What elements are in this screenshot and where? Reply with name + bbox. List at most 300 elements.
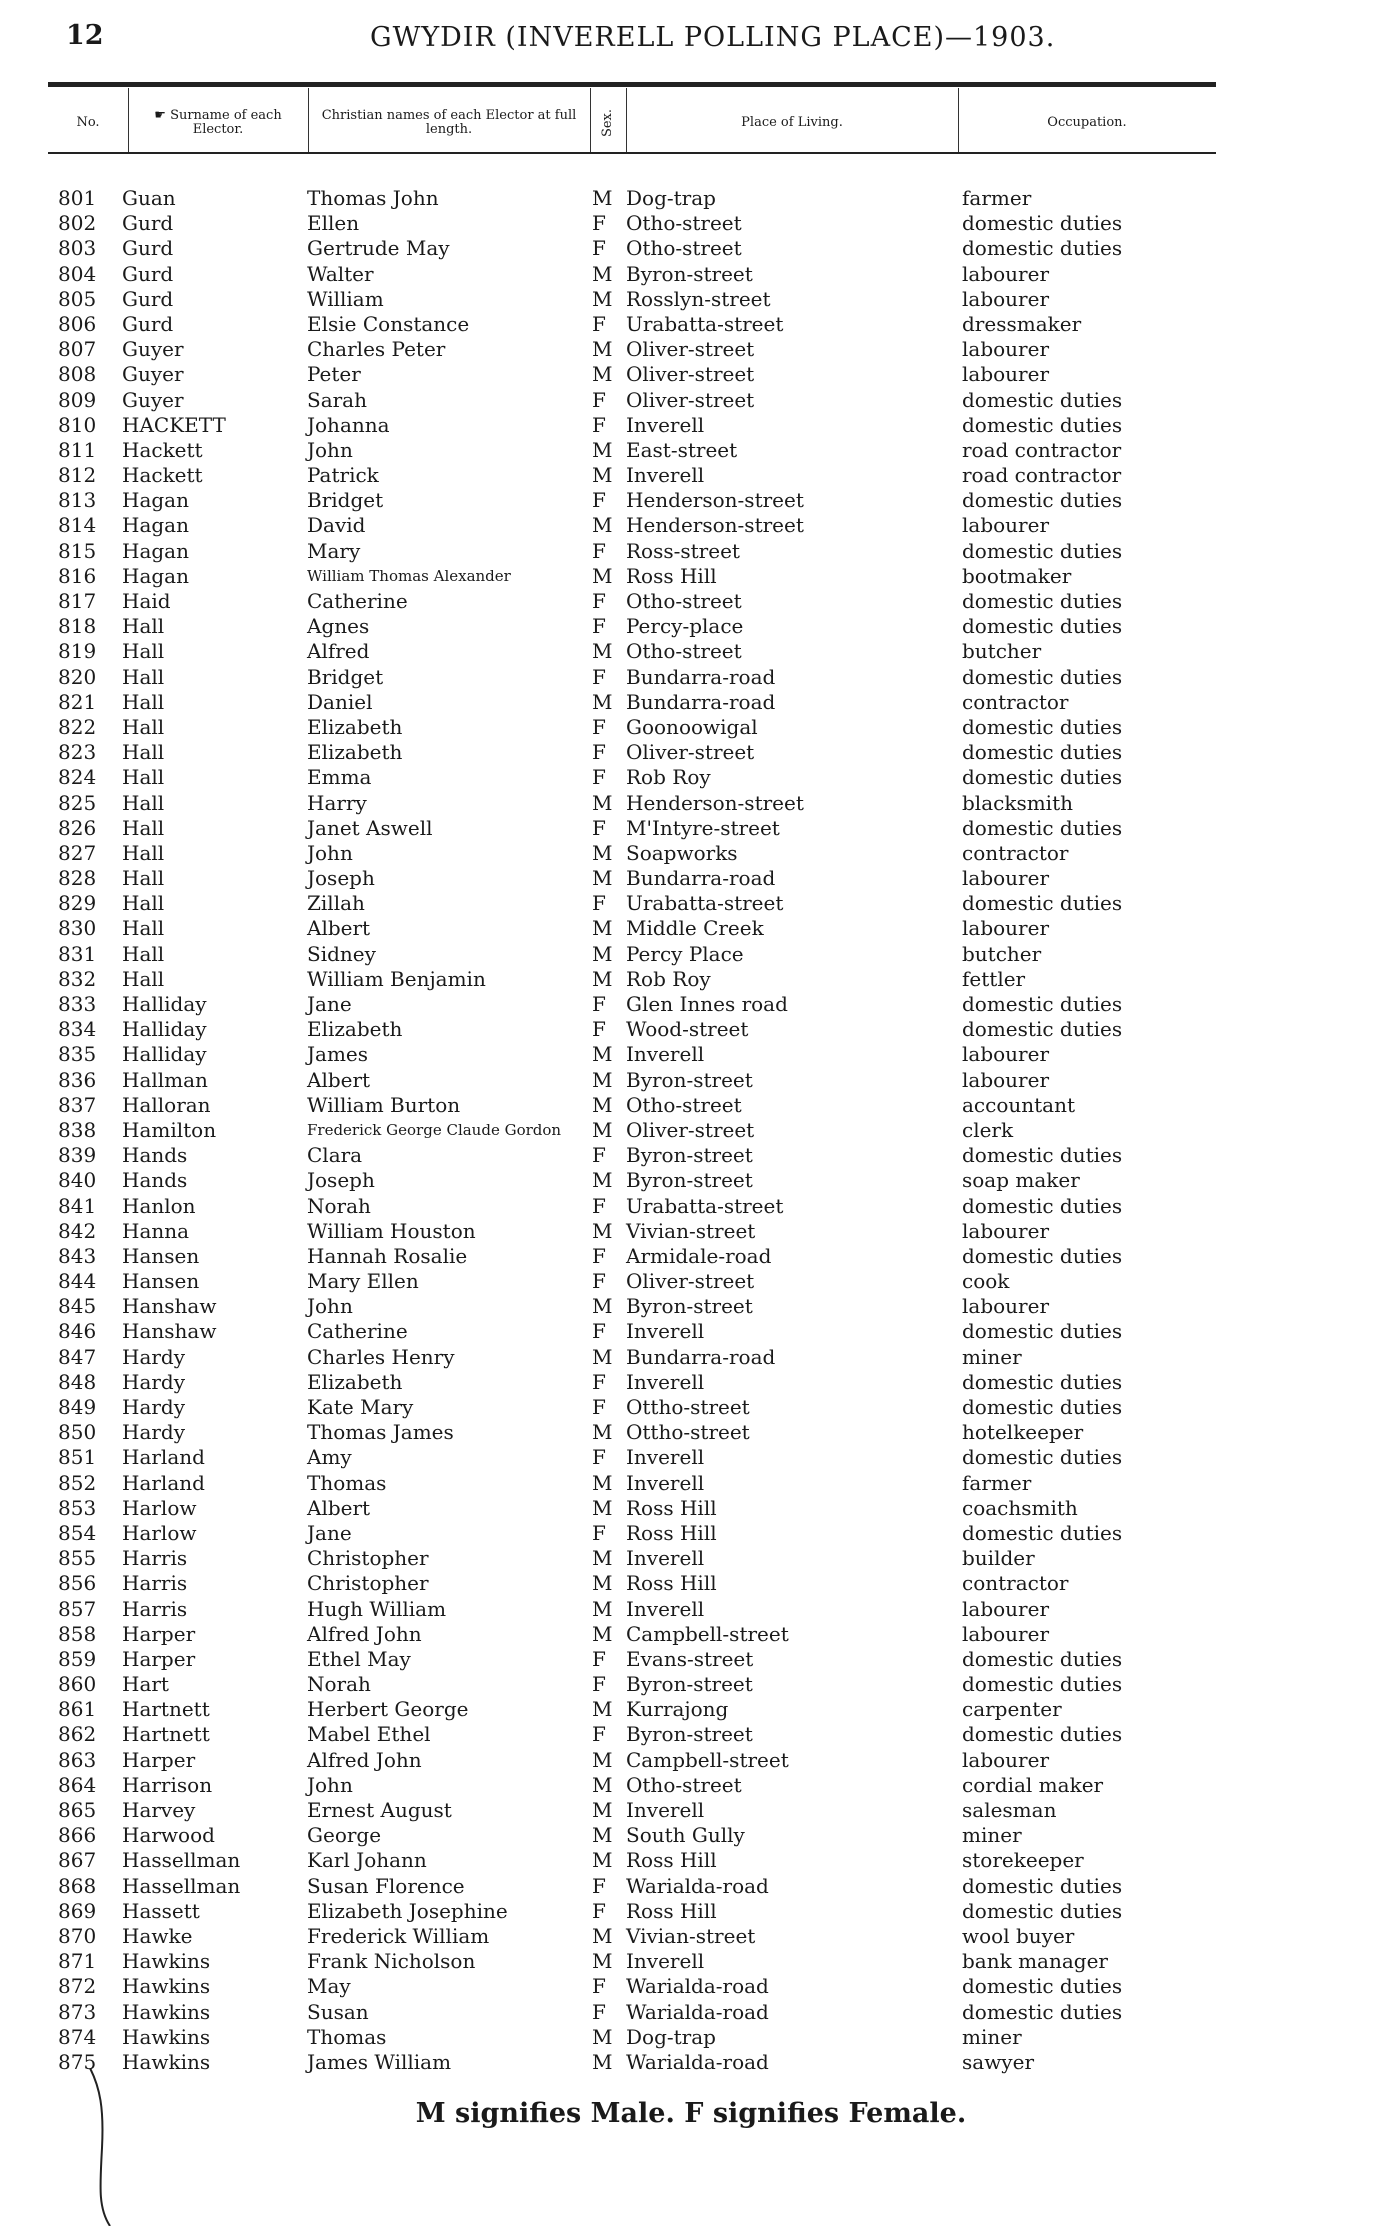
elector-number: 849	[58, 1395, 97, 1419]
elector-place: Inverell	[626, 1949, 705, 1974]
elector-sex: F	[592, 211, 606, 236]
elector-number: 824	[58, 765, 97, 790]
elector-surname: Hall	[122, 765, 165, 790]
table-row	[0, 765, 1382, 790]
elector-number: 844	[58, 1269, 97, 1294]
elector-occupation: bootmaker	[962, 563, 1072, 588]
elector-christian-names: Charles Henry	[307, 1344, 455, 1369]
elector-number: 811	[58, 437, 97, 462]
elector-occupation: miner	[962, 2024, 1022, 2049]
elector-surname: Harris	[122, 1546, 188, 1571]
elector-sex: M	[592, 866, 613, 891]
elector-surname: Hagan	[122, 513, 189, 538]
elector-christian-names: Joseph	[307, 866, 375, 891]
elector-occupation: domestic duties	[962, 1319, 1123, 1344]
elector-number: 804	[58, 261, 97, 286]
elector-number: 851	[58, 1445, 97, 1470]
elector-surname: Halliday	[122, 1042, 207, 1067]
elector-occupation: labourer	[962, 362, 1050, 387]
elector-number: 856	[58, 1571, 97, 1596]
page-number: 12	[66, 20, 104, 51]
elector-place: Percy Place	[626, 941, 744, 966]
table-row	[0, 1974, 1382, 1999]
elector-christian-names: Susan Florence	[307, 1873, 465, 1898]
elector-number: 821	[58, 689, 97, 714]
elector-christian-names: Kate Mary	[307, 1395, 414, 1419]
elector-place: Byron-street	[626, 1143, 753, 1168]
elector-sex: M	[592, 2049, 613, 2074]
elector-sex: M	[592, 1697, 613, 1722]
elector-number: 866	[58, 1823, 97, 1848]
elector-place: Urabatta-street	[626, 1193, 784, 1218]
elector-sex: M	[592, 463, 613, 488]
elector-surname: Hackett	[122, 463, 203, 488]
elector-place: Otho-street	[626, 589, 742, 613]
elector-occupation: labourer	[962, 1067, 1050, 1092]
elector-number: 869	[58, 1898, 97, 1923]
table-row	[0, 337, 1382, 362]
elector-occupation: domestic duties	[962, 236, 1123, 261]
elector-occupation: domestic duties	[962, 1243, 1123, 1268]
elector-place: Goonoowigal	[626, 714, 758, 739]
elector-sex: F	[592, 236, 606, 261]
elector-christian-names: James	[307, 1042, 369, 1067]
elector-occupation: cook	[962, 1269, 1010, 1294]
elector-surname: Hall	[122, 740, 165, 765]
elector-place: Byron-street	[626, 1168, 753, 1193]
elector-number: 862	[58, 1722, 97, 1747]
elector-number: 809	[58, 387, 97, 412]
table-row	[0, 388, 1382, 413]
elector-sex: M	[592, 1798, 613, 1822]
elector-occupation: domestic duties	[962, 614, 1123, 639]
elector-surname: Harland	[122, 1445, 205, 1470]
elector-sex: F	[592, 488, 606, 513]
elector-christian-names: Daniel	[307, 689, 373, 714]
table-row	[0, 589, 1382, 614]
elector-place: Henderson-street	[626, 513, 804, 538]
elector-surname: Hardy	[122, 1395, 186, 1419]
elector-sex: F	[592, 664, 606, 689]
elector-christian-names: Karl Johann	[307, 1848, 427, 1873]
elector-sex: F	[592, 1319, 606, 1344]
elector-place: Percy-place	[626, 614, 744, 639]
elector-number: 820	[58, 664, 97, 689]
elector-christian-names: Ellen	[307, 211, 360, 236]
elector-place: Rob Roy	[626, 966, 711, 991]
table-row	[0, 1068, 1382, 1093]
elector-surname: Gurd	[122, 311, 174, 336]
elector-place: Campbell-street	[626, 1621, 789, 1646]
elector-christian-names: William Houston	[307, 1218, 476, 1243]
elector-surname: Guyer	[122, 362, 184, 387]
elector-place: Ross Hill	[626, 1495, 717, 1520]
table-row	[0, 816, 1382, 841]
elector-sex: M	[592, 513, 613, 538]
elector-occupation: labourer	[962, 1621, 1050, 1646]
elector-christian-names: May	[307, 1974, 351, 1999]
elector-sex: M	[592, 916, 613, 941]
elector-occupation: labourer	[962, 1747, 1050, 1772]
elector-christian-names: Elizabeth	[307, 1017, 403, 1042]
elector-place: Otho-street	[626, 1772, 742, 1797]
header-rule-top	[48, 82, 1216, 87]
elector-sex: M	[592, 1218, 613, 1243]
elector-christian-names: John	[307, 1294, 353, 1319]
elector-sex: F	[592, 1269, 606, 1294]
elector-christian-names: George	[307, 1823, 382, 1848]
elector-surname: Guyer	[122, 337, 184, 362]
elector-sex: F	[592, 1445, 606, 1470]
elector-sex: F	[592, 992, 606, 1016]
elector-occupation: labourer	[962, 261, 1050, 286]
elector-number: 863	[58, 1747, 97, 1772]
elector-place: Vivian-street	[626, 1218, 756, 1243]
elector-sex: M	[592, 1495, 613, 1520]
elector-occupation: domestic duties	[962, 714, 1123, 739]
elector-sex: M	[592, 1949, 613, 1974]
table-row	[0, 639, 1382, 664]
elector-number: 859	[58, 1646, 97, 1671]
elector-place: Bundarra-road	[626, 1344, 776, 1369]
elector-occupation: butcher	[962, 639, 1042, 664]
elector-number: 867	[58, 1848, 97, 1873]
elector-surname: Hall	[122, 614, 165, 639]
elector-occupation: domestic duties	[962, 740, 1123, 765]
elector-christian-names: David	[307, 513, 366, 538]
elector-occupation: sawyer	[962, 2049, 1035, 2074]
elector-christian-names: Frank Nicholson	[307, 1949, 476, 1974]
table-row	[0, 1093, 1382, 1118]
table-row	[0, 1722, 1382, 1747]
elector-christian-names: Christopher	[307, 1571, 429, 1596]
table-row	[0, 1597, 1382, 1622]
elector-occupation: cordial maker	[962, 1772, 1104, 1797]
table-row	[0, 1017, 1382, 1042]
table-row	[0, 1848, 1382, 1873]
table-row	[0, 690, 1382, 715]
table-row	[0, 413, 1382, 438]
elector-surname: Hartnett	[122, 1697, 210, 1722]
table-row	[0, 1748, 1382, 1773]
elector-christian-names: Emma	[307, 765, 372, 790]
elector-place: Inverell	[626, 1596, 705, 1621]
elector-sex: F	[592, 1672, 606, 1697]
table-row	[0, 1395, 1382, 1420]
elector-number: 815	[58, 538, 97, 563]
table-row	[0, 1194, 1382, 1219]
table-row	[0, 2025, 1382, 2050]
footer-note: M signifies Male. F signifies Female.	[415, 2098, 967, 2129]
elector-number: 873	[58, 1999, 97, 2024]
elector-number: 825	[58, 790, 97, 815]
elector-christian-names: Albert	[307, 916, 371, 941]
table-row	[0, 1319, 1382, 1344]
table-row	[0, 1874, 1382, 1899]
table-row	[0, 1899, 1382, 1924]
elector-surname: Hanlon	[122, 1193, 196, 1218]
elector-place: Ross Hill	[626, 563, 717, 588]
elector-occupation: labourer	[962, 1042, 1050, 1067]
elector-christian-names: Mary Ellen	[307, 1269, 419, 1294]
elector-number: 848	[58, 1369, 97, 1394]
elector-sex: M	[592, 1168, 613, 1193]
elector-number: 836	[58, 1067, 97, 1092]
elector-place: Byron-street	[626, 1722, 753, 1747]
elector-surname: Guyer	[122, 387, 184, 412]
elector-place: Oliver-street	[626, 740, 755, 765]
elector-christian-names: William Thomas Alexander	[307, 566, 511, 585]
table-row	[0, 614, 1382, 639]
elector-occupation: road contractor	[962, 463, 1122, 488]
elector-sex: M	[592, 1344, 613, 1369]
elector-surname: Hands	[122, 1168, 188, 1193]
table-row	[0, 1496, 1382, 1521]
elector-place: Otho-street	[626, 1092, 742, 1117]
elector-occupation: builder	[962, 1546, 1035, 1571]
elector-christian-names: Elsie Constance	[307, 311, 470, 336]
elector-occupation: domestic duties	[962, 488, 1123, 513]
elector-sex: F	[592, 1395, 606, 1419]
page-header	[0, 18, 1382, 58]
elector-occupation: soap maker	[962, 1168, 1080, 1193]
elector-occupation: domestic duties	[962, 387, 1123, 412]
elector-sex: M	[592, 790, 613, 815]
elector-sex: F	[592, 1243, 606, 1268]
elector-occupation: miner	[962, 1823, 1022, 1848]
elector-place: Kurrajong	[626, 1697, 729, 1722]
elector-christian-names: Sidney	[307, 941, 376, 966]
elector-number: 854	[58, 1520, 97, 1545]
elector-number: 841	[58, 1193, 97, 1218]
table-row	[0, 665, 1382, 690]
elector-surname: Hardy	[122, 1420, 186, 1445]
elector-place: Dog-trap	[626, 2024, 716, 2049]
elector-sex: M	[592, 840, 613, 865]
elector-number: 822	[58, 714, 97, 739]
elector-sex: M	[592, 966, 613, 991]
elector-sex: F	[592, 1898, 606, 1923]
elector-number: 852	[58, 1470, 97, 1495]
table-row	[0, 1949, 1382, 1974]
elector-number: 857	[58, 1596, 97, 1621]
elector-place: Bundarra-road	[626, 664, 776, 689]
elector-sex: M	[592, 1546, 613, 1571]
elector-place: Ottho-street	[626, 1420, 750, 1445]
table-row	[0, 1294, 1382, 1319]
elector-surname: Hanshaw	[122, 1294, 217, 1319]
elector-surname: Haid	[122, 589, 171, 613]
elector-number: 817	[58, 589, 97, 613]
elector-number: 872	[58, 1974, 97, 1999]
elector-surname: Hall	[122, 639, 165, 664]
column-header-surname: ☛ Surname of each Elector.	[154, 108, 282, 137]
elector-surname: Hall	[122, 966, 165, 991]
elector-sex: M	[592, 186, 613, 210]
elector-place: Byron-street	[626, 1294, 753, 1319]
elector-place: Wood-street	[626, 1017, 749, 1042]
elector-sex: M	[592, 941, 613, 966]
elector-place: Evans-street	[626, 1646, 754, 1671]
elector-sex: M	[592, 2024, 613, 2049]
elector-occupation: domestic duties	[962, 1974, 1123, 1999]
elector-occupation: road contractor	[962, 437, 1122, 462]
column-header-place: Place of Living.	[741, 115, 843, 130]
elector-occupation: salesman	[962, 1798, 1057, 1822]
elector-christian-names: Patrick	[307, 463, 379, 488]
elector-christian-names: Janet Aswell	[307, 815, 433, 840]
elector-place: East-street	[626, 437, 738, 462]
elector-surname: Hawkins	[122, 1999, 211, 2024]
elector-christian-names: John	[307, 1772, 353, 1797]
elector-number: 806	[58, 311, 97, 336]
elector-occupation: dressmaker	[962, 311, 1082, 336]
elector-christian-names: Elizabeth	[307, 714, 403, 739]
elector-sex: M	[592, 1571, 613, 1596]
elector-surname: Hansen	[122, 1243, 200, 1268]
table-row	[0, 1521, 1382, 1546]
elector-surname: Guan	[122, 186, 176, 210]
table-row	[0, 287, 1382, 312]
elector-occupation: domestic duties	[962, 1520, 1123, 1545]
table-row	[0, 488, 1382, 513]
elector-place: Otho-street	[626, 236, 742, 261]
elector-occupation: domestic duties	[962, 1369, 1123, 1394]
elector-sex: M	[592, 1470, 613, 1495]
elector-occupation: storekeeper	[962, 1848, 1084, 1873]
elector-place: Otho-street	[626, 211, 742, 236]
elector-christian-names: Peter	[307, 362, 361, 387]
elector-occupation: accountant	[962, 1092, 1076, 1117]
page-title: GWYDIR (INVERELL POLLING PLACE)—1903.	[370, 22, 1056, 53]
elector-number: 839	[58, 1143, 97, 1168]
elector-surname: Hardy	[122, 1344, 186, 1369]
elector-number: 850	[58, 1420, 97, 1445]
elector-sex: F	[592, 1143, 606, 1168]
elector-occupation: domestic duties	[962, 211, 1123, 236]
elector-number: 827	[58, 840, 97, 865]
elector-number: 834	[58, 1017, 97, 1042]
table-row	[0, 992, 1382, 1017]
table-row	[0, 791, 1382, 816]
elector-occupation: domestic duties	[962, 1143, 1123, 1168]
elector-sex: M	[592, 689, 613, 714]
elector-christian-names: Thomas	[307, 2024, 387, 2049]
elector-place: Oliver-street	[626, 1117, 755, 1142]
elector-sex: M	[592, 1923, 613, 1948]
elector-place: Glen Innes road	[626, 992, 788, 1016]
elector-sex: F	[592, 589, 606, 613]
table-row	[0, 236, 1382, 261]
elector-occupation: domestic duties	[962, 1445, 1123, 1470]
elector-christian-names: Albert	[307, 1067, 371, 1092]
elector-sex: M	[592, 1823, 613, 1848]
elector-surname: Hall	[122, 815, 165, 840]
elector-surname: Hall	[122, 664, 165, 689]
elector-occupation: domestic duties	[962, 1873, 1123, 1898]
elector-surname: Hands	[122, 1143, 188, 1168]
elector-number: 853	[58, 1495, 97, 1520]
elector-sex: M	[592, 1042, 613, 1067]
table-row	[0, 438, 1382, 463]
elector-christian-names: Mabel Ethel	[307, 1722, 431, 1747]
elector-place: Ross Hill	[626, 1571, 717, 1596]
elector-surname: Harlow	[122, 1520, 197, 1545]
elector-surname: Harris	[122, 1596, 188, 1621]
elector-sex: M	[592, 1848, 613, 1873]
elector-sex: F	[592, 1520, 606, 1545]
elector-christian-names: Bridget	[307, 664, 384, 689]
elector-place: South Gully	[626, 1823, 745, 1848]
elector-number: 813	[58, 488, 97, 513]
elector-number: 864	[58, 1772, 97, 1797]
elector-surname: Hall	[122, 891, 165, 916]
elector-place: Oliver-street	[626, 337, 755, 362]
elector-place: Warialda-road	[626, 1999, 769, 2024]
elector-place: Inverell	[626, 412, 705, 437]
elector-sex: F	[592, 891, 606, 916]
elector-christian-names: Jane	[307, 1520, 352, 1545]
elector-sex: M	[592, 1747, 613, 1772]
elector-sex: M	[592, 437, 613, 462]
elector-occupation: domestic duties	[962, 815, 1123, 840]
elector-place: Dog-trap	[626, 186, 716, 210]
elector-surname: Harper	[122, 1747, 196, 1772]
elector-sex: M	[592, 1621, 613, 1646]
table-row	[0, 1571, 1382, 1596]
elector-place: Urabatta-street	[626, 891, 784, 916]
elector-surname: Hanshaw	[122, 1319, 217, 1344]
elector-christian-names: Hugh William	[307, 1596, 447, 1621]
elector-surname: Harwood	[122, 1823, 215, 1848]
elector-occupation: labourer	[962, 513, 1050, 538]
elector-number: 865	[58, 1798, 97, 1822]
elector-number: 835	[58, 1042, 97, 1067]
elector-number: 802	[58, 211, 97, 236]
elector-place: Henderson-street	[626, 790, 804, 815]
elector-occupation: domestic duties	[962, 538, 1123, 563]
elector-number: 819	[58, 639, 97, 664]
elector-place: Vivian-street	[626, 1923, 756, 1948]
elector-sex: F	[592, 815, 606, 840]
elector-occupation: labourer	[962, 337, 1050, 362]
column-header-christian-names: Christian names of each Elector at full length.	[321, 108, 577, 137]
elector-surname: Hawkins	[122, 2049, 211, 2074]
elector-surname: Hall	[122, 866, 165, 891]
elector-christian-names: Bridget	[307, 488, 384, 513]
column-header-no: No.	[76, 115, 100, 130]
elector-place: Warialda-road	[626, 1873, 769, 1898]
elector-surname: Hanna	[122, 1218, 190, 1243]
elector-christian-names: Harry	[307, 790, 367, 815]
elector-sex: M	[592, 286, 613, 311]
elector-place: Inverell	[626, 1470, 705, 1495]
elector-surname: Harland	[122, 1470, 205, 1495]
elector-place: Inverell	[626, 463, 705, 488]
elector-place: Inverell	[626, 1369, 705, 1394]
elector-sex: F	[592, 1193, 606, 1218]
elector-number: 861	[58, 1697, 97, 1722]
table-row	[0, 463, 1382, 488]
elector-christian-names: Norah	[307, 1193, 371, 1218]
elector-surname: Hagan	[122, 563, 189, 588]
table-row	[0, 1546, 1382, 1571]
elector-place: Bundarra-road	[626, 689, 776, 714]
elector-surname: Halliday	[122, 1017, 207, 1042]
elector-christian-names: Elizabeth Josephine	[307, 1898, 508, 1923]
elector-place: Ross Hill	[626, 1520, 717, 1545]
elector-surname: Gurd	[122, 211, 174, 236]
